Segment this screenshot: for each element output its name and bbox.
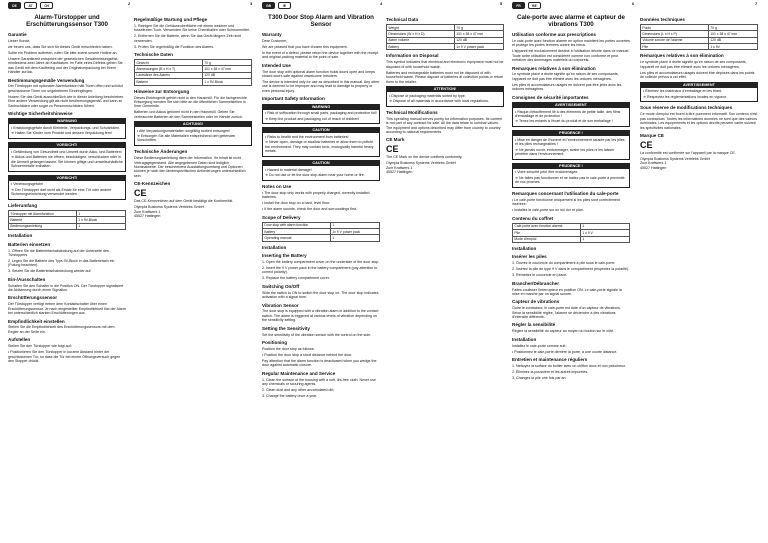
warning-text: • Risque d'étouffement lié à des éléments de petite taille, des films d'emballage et de protection ! [515, 109, 621, 118]
section-heading: Installation [262, 244, 287, 250]
table-cell: Alarm volume [387, 37, 455, 43]
address-line: Olympia Business Systems Vertriebs GmbH [640, 156, 711, 161]
ce-text: The CE Mark on the device confirms conformity. [386, 155, 463, 160]
section-heading: Insérer les piles [512, 254, 547, 260]
paragraph: Batterien und Akkus gehören nicht in den Hausmüll. Geben Sie verbrauchte Batterien an den Sammelstellen oder im Handel zurück. [134, 110, 243, 119]
table-row [135, 79, 252, 85]
table-cell: 101 x 38 x 47 mm [202, 66, 251, 72]
language-tabs-en [262, 2, 291, 9]
section-heading: CE Mark [386, 137, 405, 143]
table-cell: Lautstärke des Alarms [135, 72, 203, 78]
warning-body [513, 108, 629, 126]
column-de-2 [134, 14, 252, 538]
section-heading: Garantie [8, 32, 27, 37]
table-cell: 101 x 38 x 47 mm [454, 31, 503, 37]
section-heading: Capteur de vibrations [512, 299, 560, 305]
warning-body [9, 181, 125, 199]
warning-header: ACHTUNG! [135, 122, 251, 127]
section-heading: Intended Use [262, 62, 291, 68]
section-heading: Wichtige Sicherheitshinweise [8, 111, 73, 117]
warning-body [263, 166, 379, 180]
warning-text: ➜ Ne faites pas fonctionner et ne traitez pas le cale-porte à proximité de vos proches. [515, 175, 625, 185]
paragraph: L'appareil est exclusivement destiné à l'utilisation décrite dans ce manuel. Toute autre utilisation est considérée comme non conforme et peut entraîner des dommages matériels ou corporels. [512, 49, 630, 63]
table-cell: Operating manual [263, 235, 331, 241]
lang-tab: FR [512, 2, 525, 9]
table-row [513, 236, 630, 242]
spec-table [8, 210, 126, 230]
table-cell: Batterie [135, 79, 203, 85]
table-cell: 70 g [202, 60, 251, 66]
warning-body [263, 133, 379, 156]
warning-box [512, 130, 630, 160]
table-cell: Dimensions (L x H x P) [641, 31, 709, 37]
section-heading: Technical Modifications [386, 109, 438, 115]
address-block [134, 205, 252, 218]
paragraph: 2. Insert the 9 V power pack in the battery compartment (pay attention to correct polarity). [262, 266, 378, 275]
paragraph: • Le cale-porte fonctionne uniquement si les piles sont correctement insérées. [512, 198, 620, 207]
address-line: Olympia Business Systems Vertriebs GmbH [134, 205, 205, 210]
paragraph: 1. Reinigen Sie die Gehäuseoberfläche mit einem weichen und fusselfreien Tuch. Verwenden Sie keine Chemikalien oder Scheuermittel. [134, 23, 250, 33]
lang-tab: AT [24, 2, 37, 9]
section-heading: Remarques relatives à son élimination [640, 53, 724, 59]
section-heading: Information on Disposal [386, 53, 439, 59]
language-tab-bar [0, 0, 768, 10]
column-fr-2 [640, 14, 758, 538]
table-cell: 1x 9 V power pack [454, 44, 503, 50]
lang-tab: GB [262, 2, 275, 9]
warning-text: ➜ Akkus und Batterien nie öffnen, beschädigen, verschlucken oder in die Umwelt gelangen lassen. Sie können giftige und umweltschädliche Schwermetalle enthalten. [11, 155, 123, 168]
paragraph: 1. Clean the surface of the housing with a soft, lint-free cloth. Never use any chemicals or scouring agents. [262, 377, 376, 387]
section-heading: Setting the Sensitivity [262, 325, 310, 331]
table-cell: Mode d'emploi [513, 236, 581, 242]
table-cell: 1 x 9 V [580, 230, 629, 236]
section-heading: Sous réserve de modifications techniques [640, 105, 733, 111]
paragraph: Position the door stop as follows: [262, 346, 315, 351]
table-cell: Door stop with alarm function [263, 222, 331, 228]
warning-header: CAUTION [263, 128, 379, 133]
warning-box [262, 127, 380, 157]
address-block [386, 161, 504, 174]
page-number: 6 [632, 1, 635, 6]
table-cell: 1 x 9V-Block [76, 217, 125, 223]
section-heading: Données techniques [640, 17, 685, 22]
spec-table [262, 222, 380, 242]
warning-text: ➜ Keep the product and packaging out of reach of children! [265, 116, 360, 121]
warning-box [8, 118, 126, 139]
table-cell: Weight [387, 24, 455, 30]
table-cell: Dimensions (W x H x D) [387, 31, 455, 37]
page-title: Cale-porte avec alarme et capteur de vibrations T300 [517, 14, 625, 28]
warning-body [513, 169, 629, 187]
paragraph: Sollte ein Problem auftreten, rufen Sie bitte zuerst unsere Hotline an. [8, 50, 118, 55]
paragraph: Der Türstopper mit optionaler Alarmfunktion hält Türen offen und schützt geschlossene Türen vor ungebetenen Eindringlingen. [8, 84, 123, 93]
warning-text: ➜ Halten Sie Kinder vom Produkt und dessen Verpackung fern! [11, 131, 112, 136]
paragraph: 3. Change the battery once a year. [262, 394, 318, 399]
section-heading: Régler la sensibilité [512, 322, 556, 328]
section-heading: Entretien et maintenance réguliers [512, 357, 588, 363]
address-line: 45527 Hattingen [640, 165, 667, 170]
table-row [263, 235, 380, 241]
table-cell: 1 [330, 235, 379, 241]
table-cell: 1 [76, 211, 125, 217]
paragraph: 1. Open the battery compartment cover on the underside of the door stop. [262, 260, 380, 265]
paragraph: The door stop with optional alarm function holds doors open and keeps closed doors safe against unwelcome intruders. [262, 69, 375, 79]
section-heading: Installation [512, 245, 537, 251]
warning-box [386, 86, 504, 107]
address-line: Zum Kraftwerk 1 [640, 161, 667, 166]
table-cell: 120 dB [454, 37, 503, 43]
section-heading: Ein-/Ausschalten [8, 276, 46, 282]
page-number: 2 [128, 1, 131, 6]
paragraph: Stellen Sie den Türstopper wie folgt auf: [8, 344, 72, 349]
table-cell: Pile [513, 230, 581, 236]
table-cell: Pile [641, 44, 709, 50]
paragraph: Dieses Elektrogerät gehört nicht in den Hausmüll. Für die fachgerechte Entsorgung wenden Sie sich bitte an die öffentlichen Sammelstellen in Ihrer Gemeinde. [134, 95, 247, 109]
warning-header: AVERTISSEMENT [641, 83, 757, 88]
paragraph: Outre le contacteur, le cale-porte est doté d'un capteur de vibrations. Selon la sensibilité réglée, l'alarme se déclenche à des vibrations d'intensité différente. [512, 306, 621, 320]
warning-header: ATTENTION! [387, 87, 503, 92]
table-cell: Poids [641, 24, 709, 30]
paragraph: • Positionieren Sie den Türstopper in kurzem Abstand hinter der geschlossenen Tür, so dass die Tür bei einem Öffnungsversuch gegen den Stopper drückt. [8, 350, 121, 364]
warning-body [641, 88, 757, 102]
section-heading: Inserting the Battery [262, 253, 307, 259]
table-cell: Cale-porte avec fonction alarme [513, 223, 581, 229]
warning-body [513, 136, 629, 159]
paragraph: 3. Remettez le couvercle en place. [512, 273, 568, 278]
paragraph: Ce mode d'emploi est fourni à titre purement informatif. Son contenu n'est pas contractuel. Toutes les informations données ne sont que des valeurs nominales. Les équipements et les options décrits peuvent varier suivant les spécificités nationales. [640, 112, 758, 130]
page-title: T300 Door Stop Alarm and Vibration Sensor [268, 14, 374, 28]
warning-header: WARNING [263, 105, 379, 110]
warning-header: PRUDENCE ! [513, 164, 629, 169]
section-heading: Technische Daten [134, 52, 173, 58]
page-number: 7 [755, 1, 758, 6]
table-cell: Battery [387, 44, 455, 50]
paragraph: Slide the switch to ON to switch the door stop on. The door stop indicates activation with a signal tone. [262, 290, 379, 300]
table-row [641, 44, 758, 50]
paragraph: Batteries and rechargeable batteries must not be disposed of with household waste. Please dispose of batteries at collection points or return them to the retailer. [386, 70, 504, 84]
ce-mark: CE [386, 144, 399, 155]
table-cell: 120 dB [708, 37, 757, 43]
spec-table [640, 24, 758, 51]
table-cell: 1 x 9V [708, 44, 757, 50]
paragraph: Le cale-porte avec fonction alarme en option maintient les portes ouvertes et protège les portes fermées contre les intrus. [512, 38, 630, 48]
warning-box [134, 121, 252, 146]
ce-text: La conformité est confirmée sur l'appareil par la marque CE. [640, 150, 736, 155]
section-heading: Technical Data [386, 17, 419, 22]
address-line: Zum Kraftwerk 1 [134, 209, 161, 214]
warning-text: • Risk of suffocation through small parts, packaging and protective foil! [265, 111, 377, 116]
ce-mark: CE [640, 139, 653, 150]
paragraph: This operating manual serves purely for information purposes. Its content is not part of any contract for sale. All the data relate to nominal values. The equipment and options described may differ from country to country according to national requirements. [386, 116, 503, 134]
address-line: Zum Kraftwerk 1 [386, 165, 413, 170]
warning-body [387, 92, 503, 106]
section-heading: Utilisation conforme aux prescriptions [512, 32, 596, 37]
paragraph: Réglez la sensibilité du capteur au moyen du bouton sur le côté. [512, 329, 615, 334]
warning-box [262, 160, 380, 181]
warning-text: • Éliminez les matériaux d'emballage en les triant. [643, 89, 723, 94]
page-number: 4 [380, 1, 383, 6]
page-number: 3 [250, 1, 253, 6]
table-cell: 1 x 9V-Block [202, 79, 251, 85]
paragraph: 2. Clean dust and any other accumulated dirt. [262, 388, 335, 393]
section-heading: Empfindlichkeit einstellen [8, 318, 65, 324]
table-cell: 70 g [454, 24, 503, 30]
paragraph: 1. Öffnen Sie die Batteriefachabdeckung auf der Unterseite des Türstoppers. [8, 248, 109, 257]
warning-box [512, 163, 630, 188]
lang-tab: BE [528, 2, 541, 9]
warning-box [512, 102, 630, 127]
spec-table [134, 59, 252, 86]
section-heading: Scope of Delivery [262, 214, 301, 220]
warning-header: PRUDENCE ! [513, 131, 629, 136]
paragraph: Stellen Sie die Empfindlichkeit des Erschütterungssensors mit dem Regler an der Seite ein. [8, 325, 115, 334]
paragraph: This symbol indicates that electrical and electronic equipment must not be disposed of with household waste. [386, 60, 504, 69]
paragraph: The door stop is equipped with a vibration alarm in addition to the contact switch. The alarm is triggered at various levels of vibration depending on the sensitivity setting. [262, 309, 379, 323]
section-heading: Brancher/Débrancher [512, 280, 559, 286]
paragraph: Dear Customer, [262, 38, 288, 43]
paragraph: Diese Bedienungsanleitung dient der Information. Ihr Inhalt ist nicht Vertragsgegenstand. Alle angegebenen Daten sind lediglich Nominalwerte. Der beschriebene Ausstattungsumfang und Optionen können je nach den länderspezifischen Anforderungen unterschiedlich sein. [134, 156, 246, 178]
table-cell: 1 [330, 222, 379, 228]
paragraph: Le symbole placé à droite signifie qu'en raison de ses composants, l'appareil ne doit pas être éliminé avec les ordures ménagères. [640, 60, 747, 69]
section-heading: Regular Maintenance and Service [262, 370, 336, 376]
section-heading: Installation [8, 233, 33, 239]
table-row [387, 44, 504, 50]
section-heading: Aufstellen [8, 337, 31, 343]
paragraph: 2. Legen Sie die Batterie des Typs 9V-Block in das Batteriefach ein (Polung beachten). [8, 258, 115, 268]
warning-text: ➜ Never open, damage or swallow batteries or allow them to pollute the environment. They may contain toxic, ecologically harmful heavy metals. [265, 140, 374, 154]
section-heading: Marque CE [640, 132, 664, 138]
paragraph: Le symbole placé à droite signifie qu'en raison de ses composants, l'appareil ne doit pas être éliminé avec les ordures ménagères. [512, 72, 619, 81]
warning-body [9, 124, 125, 138]
warning-text: • Votre sécurité peut être endommagée. [515, 170, 579, 175]
warning-text: ➜ Ne jamais ouvrir, endommager, avaler les piles ni les laisser pénétrer dans l'environnement. [515, 147, 615, 156]
paragraph: 1. Ouvrez le couvercle du compartiment à pile sous le cale-porte. [512, 261, 616, 266]
warning-box [262, 104, 380, 125]
paragraph: • The door stop only works with properly charged, correctly installed batteries. [262, 190, 370, 200]
address-line: 45527 Hattingen [134, 214, 161, 218]
table-cell: Bedienungsanleitung [9, 223, 77, 229]
table-row [9, 223, 126, 229]
warning-text: • Dispose of packaging materials sorted by type. [389, 93, 466, 98]
paragraph: Schalten Sie den Schalter in die Position ON. Der Türstopper signalisiert die Aktivierung durch einen Signalton. [8, 283, 124, 293]
section-heading: Erschütterungssensor [8, 295, 58, 301]
section-heading: Vibration Sensor [262, 302, 299, 308]
warning-text: ➜ Do not use or let the door stop alarm near your home or fire. [265, 173, 365, 177]
column-en-2 [386, 14, 504, 538]
table-cell: Battery [263, 228, 331, 234]
table-cell: 70 g [708, 24, 757, 30]
language-tabs-de [8, 2, 53, 9]
paragraph: • Install the door stop on a hard, level floor. [262, 201, 330, 206]
warning-header: AVERTISSEMENT [513, 103, 629, 108]
warning-header: WARNUNG [9, 119, 125, 124]
table-cell: 101 x 38 x 47 mm [708, 31, 757, 37]
warning-header: CAUTION [263, 161, 379, 166]
address-line: Olympia Business Systems Vertriebs GmbH [386, 161, 457, 166]
column-en-1 [262, 14, 380, 538]
warning-header: VORSICHT! [9, 176, 125, 181]
section-heading: Warranty [262, 32, 282, 37]
paragraph: 2. Entfernen Sie die Batterie, wenn Sie das Gerät längere Zeit nicht verwenden. [134, 34, 242, 43]
section-heading: Remarques concernant l'utilisation du cale-porte [512, 191, 619, 197]
table-cell: Abmessungen (B x H x T) [135, 66, 203, 72]
warning-text: ➜ Dispose of all materials in accordance with local regulations. [389, 98, 489, 103]
paragraph: • Positionnez le cale-porte derrière la porte, à une courte distance. [512, 349, 618, 354]
address-line: 45527 Hattingen [386, 170, 413, 175]
section-heading: Regelmäßige Wartung und Pflege [134, 17, 208, 22]
paragraph: Unsere Garantiezeit entspricht der gesetzlichen Gewährleistungsfrist, mindestens zwei Jahre ab Kaufdatum. Im Falle eines Defekts geben Sie das Gerät mit dem Kaufbeleg und der Originalverpackung bei Ihrem Händler zurück. [8, 56, 123, 75]
column-fr-1 [512, 14, 630, 538]
paragraph: Les piles et accumulateurs usagés doivent être déposés dans les points de collecte prévus à cet effet. [640, 70, 755, 80]
section-heading: Remarques relatives à son élimination [512, 65, 596, 71]
section-heading: Bestimmungsgemäße Verwendung [8, 77, 85, 83]
paragraph: Les piles et accumulateurs usagés ne doivent pas être jetés avec les ordures ménagères. [512, 82, 622, 92]
section-heading: Notes on Use [262, 183, 292, 189]
paragraph: Pay attention that the alarm function is deactivated when you wedge the door against automatic closure. [262, 358, 377, 368]
paragraph: • Installez le cale-porte sur un sol dur et plan. [512, 208, 584, 213]
lang-tab: DE [8, 2, 21, 9]
section-heading: Technische Änderungen [134, 149, 188, 155]
paragraph: Faites coulisser l'interrupteur en position ON. Le cale-porte signale la mise en marche par un signal sonore. [512, 287, 622, 296]
warning-text: • Erstickungsgefahr durch Kleinteile, Verpackungs- und Schutzfolien. [11, 125, 121, 130]
warning-text: • Gefährdung von Gesundheit und Umwelt durch Akku- und Batterien! [11, 149, 122, 154]
paragraph: The device is intended only for use as described in this manual. Any other use is deemed to be improper and may lead to damage to property or even personal injury. [262, 80, 380, 93]
paragraph: 3. Replace the battery compartment cover. [262, 276, 330, 281]
section-heading: Batterien einsetzen [8, 241, 51, 247]
paragraph: 3. Prüfen Sie regelmäßig die Funktion des Alarms. [134, 44, 215, 49]
warning-body [9, 148, 125, 171]
paragraph: 2. Éliminez la poussière et les autres impuretés. [512, 370, 589, 375]
paragraph: Der Türstopper verfügt neben dem Kontaktschalter über einen Erschütterungssensor. Je nach eingestellter Empfindlichkeit löst der Alarm bei unterschiedlich starken Erschütterungen aus. [8, 302, 126, 316]
section-heading: Contenu du coffret [512, 215, 554, 221]
spec-table [512, 223, 630, 243]
paragraph: Installez le cale-porte comme suit : [512, 343, 568, 348]
paragraph: In the event of a defect, please return the device together with the receipt and original packing material to the point of sale. [262, 50, 379, 60]
address-block [640, 157, 758, 170]
paragraph: • Position the door stop a short distance behind the door. [262, 352, 353, 357]
warning-text: ➜ Der Türstopper darf nicht als Ersatz für eine Tür oder andere Sicherungseinrichtung verwendet werden. [11, 187, 112, 197]
warning-text: ➜ Tenez les enfants à l'écart du produit et de son emballage ! [515, 119, 613, 124]
table-cell: Batterie [9, 217, 77, 223]
ce-mark: CE [134, 188, 147, 199]
warning-box [8, 175, 126, 200]
paragraph: Nutzen Sie das Gerät ausschließlich wie in dieser Anleitung beschrieben. Eine andere Verwendung gilt als nicht bestimmungsgemäß und kann zu Sachschäden oder sogar zu Personenschäden führen. [8, 94, 125, 108]
warning-text: • Hazard to material damage! [265, 167, 312, 172]
table-cell: 120 dB [202, 72, 251, 78]
column-de-1 [8, 14, 126, 538]
ce-text: Das CE-Kennzeichen auf dem Gerät bestätigt die Konformität. [134, 199, 234, 204]
paragraph: Set the sensitivity of the vibration sensor with the control on the side. [262, 332, 372, 337]
table-cell: 1 [580, 236, 629, 242]
paragraph: Lieber Kunde, [8, 38, 31, 43]
table-cell: Volume sonore de l'alarme [641, 37, 709, 43]
lang-tab: CH [40, 2, 53, 9]
paragraph: We are pleased that you have chosen this equipment. [262, 44, 348, 49]
section-heading: Switching On/Off [262, 283, 300, 289]
spec-table [386, 24, 504, 51]
section-heading: Important Safety Information [262, 96, 325, 102]
table-cell: Türstopper mit Alarmfunktion [9, 211, 77, 217]
warning-text: • Risks to health and the environment from batteries! [265, 134, 349, 139]
paragraph: 2. Insérez la pile de type 9 V dans le compartiment (respectez la polarité). [512, 267, 630, 272]
table-cell: 1 [580, 223, 629, 229]
section-heading: Hinweise zur Entsorgung [134, 88, 190, 94]
warning-text: • Mise en danger de l'homme et l'environnement causée par les piles et les piles rechargeables ! [515, 137, 625, 147]
language-tabs-fr [512, 2, 541, 9]
paragraph: 3. Setzen Sie die Batteriefachabdeckung wieder auf. [8, 269, 92, 274]
warning-text: • Verletzungsgefahr! [11, 182, 44, 187]
section-heading: Positioning [262, 339, 288, 345]
page-number: 5 [500, 1, 503, 6]
paragraph: wir freuen uns, dass Sie sich für dieses Gerät entschieden haben. [8, 44, 113, 49]
lang-tab: IE [278, 2, 291, 9]
table-cell: 1x 9 V power pack [330, 228, 379, 234]
warning-text: • Alle Verpackungsmaterialien sorgfältig sortiert entsorgen! [137, 128, 230, 133]
page-title: Alarm-Türstopper und Erschütterungssensor T300 [26, 14, 108, 28]
paragraph: 3. Changez la pile une fois par an. [512, 376, 567, 381]
paragraph: • If the alarm sounds, check the door and surroundings first. [262, 207, 357, 212]
table-cell: Gewicht [135, 60, 203, 66]
paragraph: 1. Nettoyez la surface du boîtier avec un chiffon doux et non pelucheux. [512, 364, 627, 369]
section-heading: Consignes de sécurité importantes [512, 94, 589, 100]
section-heading: CE-Kennzeichen [134, 181, 171, 187]
section-heading: Lieferumfang [8, 203, 38, 209]
warning-box [8, 142, 126, 172]
warning-body [135, 127, 251, 145]
section-heading: Installation [512, 336, 537, 342]
warning-text: ➜ Entsorgen Sie alle Materialien entsprechend den geltenden Vorschriften. [137, 134, 236, 143]
table-cell: 1 [76, 223, 125, 229]
warning-body [263, 110, 379, 124]
warning-box [640, 82, 758, 103]
warning-header: VORSICHT! [9, 143, 125, 148]
warning-text: ➜ Respectez les réglementations locales en vigueur. [643, 94, 727, 99]
